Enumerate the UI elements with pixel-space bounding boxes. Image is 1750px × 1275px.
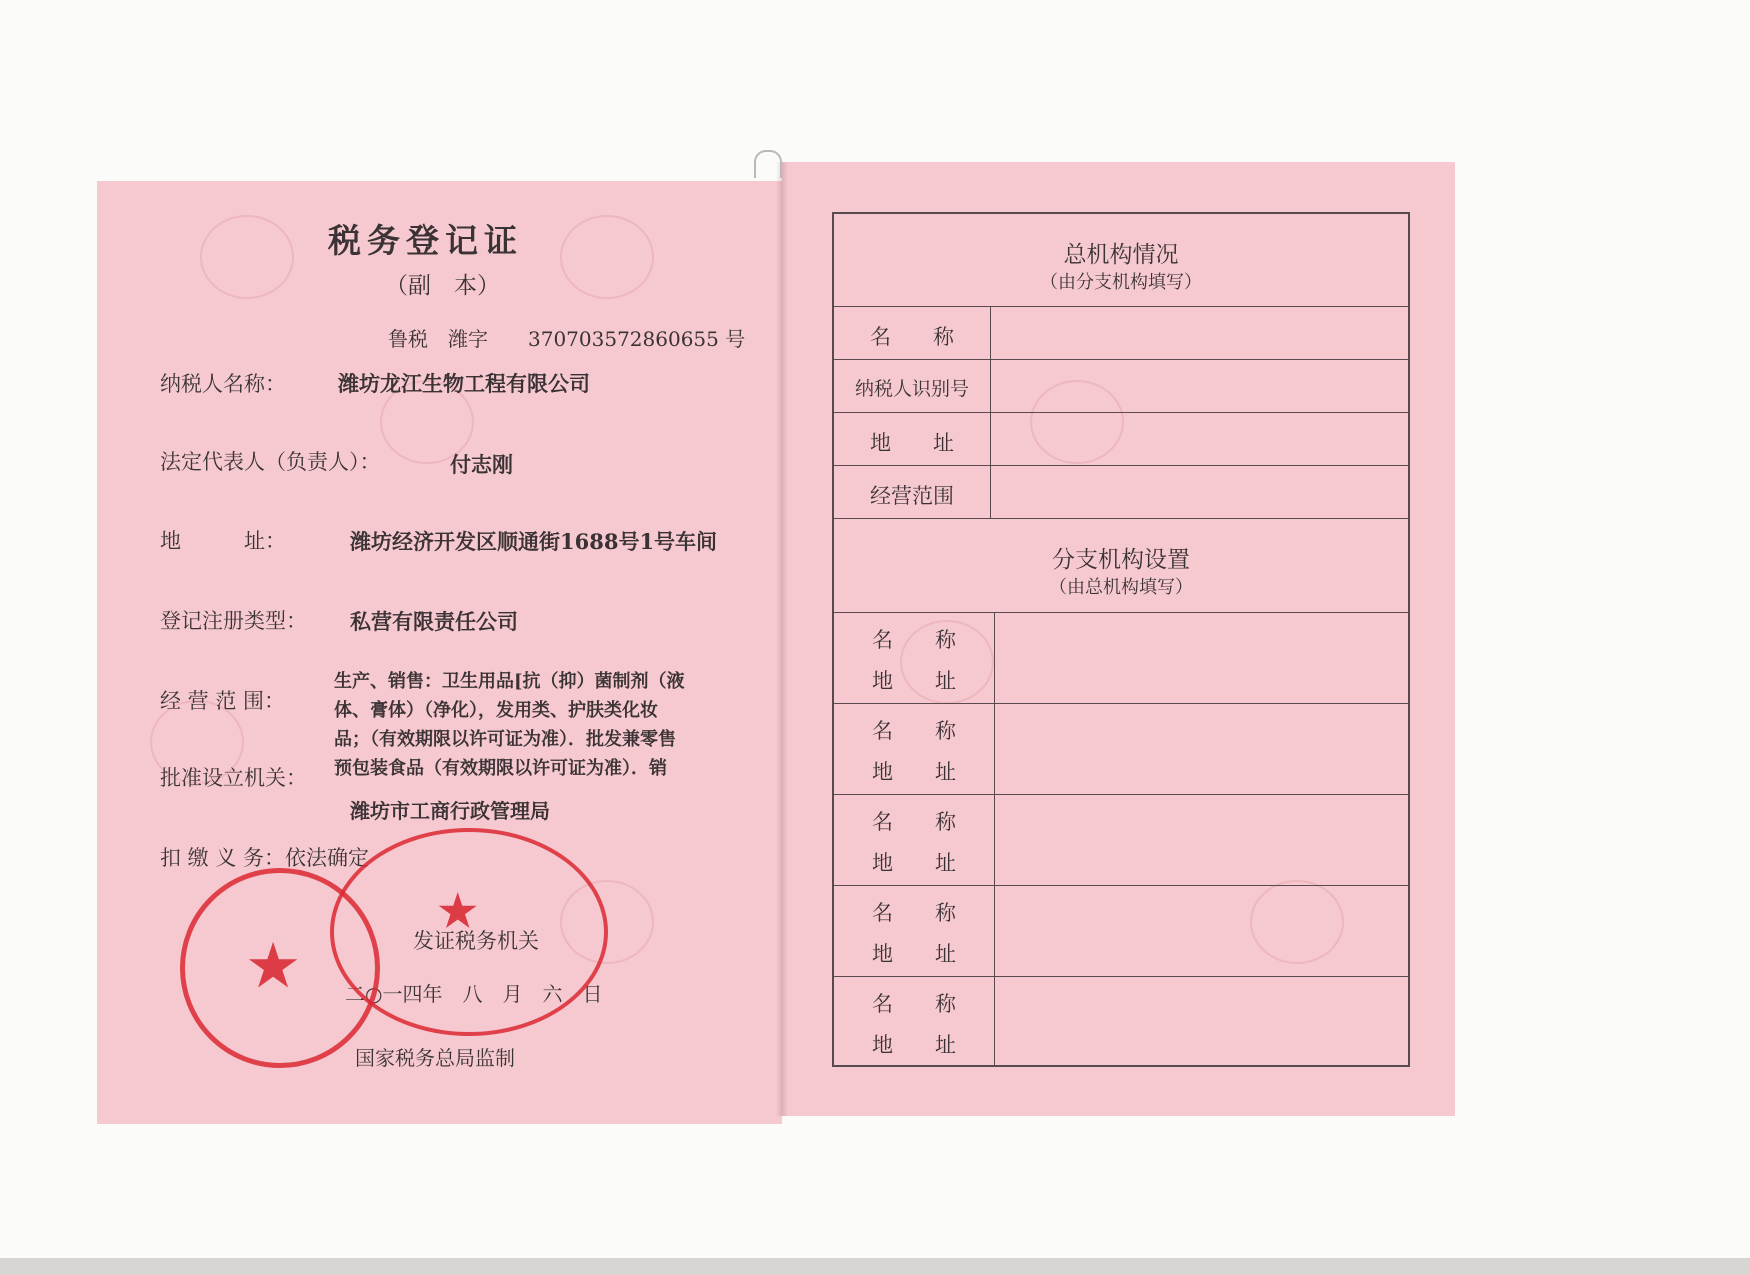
branch-addr-label: 地 址: [872, 669, 956, 693]
withholding-text: 扣 缴 义 务：依法确定: [160, 846, 370, 870]
scope-label: 经 营 范 围：: [160, 689, 286, 713]
hq-section-note: （由分支机构填写）: [1040, 272, 1202, 293]
star-icon: ★: [248, 933, 299, 999]
reg-type-label: 登记注册类型：: [160, 609, 307, 633]
star-icon: ★: [438, 886, 478, 937]
branch-name-label: 名 称: [872, 719, 956, 743]
table-rule: [834, 703, 1408, 704]
scan-bottom-edge: [0, 1258, 1750, 1275]
branch-section-title: 分支机构设置: [1052, 547, 1190, 573]
taxpayer-name-label: 纳税人名称：: [160, 372, 286, 396]
table-rule: [834, 306, 1408, 307]
staple-thread: [754, 150, 782, 178]
hq-row-label: 经营范围: [870, 484, 954, 508]
branch-addr-label: 地 址: [872, 942, 956, 966]
issue-date: 二○一四年 八 月 六 日: [345, 982, 603, 1006]
table-rule: [834, 412, 1408, 413]
hq-row-label: 名 称: [870, 325, 954, 349]
footer-supervisor: 国家税务总局监制: [355, 1046, 515, 1070]
scope-line: 生产、销售：卫生用品[抗（抑）菌制剂（液: [334, 671, 685, 692]
taxpayer-name-value: 潍坊龙江生物工程有限公司: [338, 371, 590, 396]
branch-name-label: 名 称: [872, 628, 956, 652]
table-rule: [994, 612, 995, 1065]
branch-name-label: 名 称: [872, 992, 956, 1016]
watermark-emblem: [200, 215, 294, 299]
table-rule: [834, 794, 1408, 795]
hq-row-label: 纳税人识别号: [854, 378, 969, 400]
branch-addr-label: 地 址: [872, 851, 956, 875]
certificate-number: 鲁税 潍字 370703572860655 号: [388, 327, 746, 351]
hq-row-label: 地 址: [870, 431, 954, 455]
approval-org-value: 潍坊市工商行政管理局: [350, 799, 550, 823]
branch-info-table: [832, 212, 1410, 1067]
reg-type-value: 私营有限责任公司: [350, 609, 518, 634]
scope-line: 体、膏体）（净化），发用类、护肤类化妆: [334, 700, 658, 721]
address-value: 潍坊经济开发区顺通街1688号1号车间: [350, 529, 718, 554]
legal-rep-label: 法定代表人（负责人）：: [160, 450, 381, 474]
scope-line: 品；（有效期限以许可证为准）．批发兼零售: [334, 729, 676, 750]
certificate-subtitle: （副 本）: [385, 273, 500, 299]
branch-section-note: （由总机构填写）: [1049, 577, 1193, 598]
legal-rep-value: 付志刚: [450, 452, 513, 477]
watermark-emblem: [560, 215, 654, 299]
branch-name-label: 名 称: [872, 810, 956, 834]
table-rule: [834, 518, 1408, 519]
table-rule: [834, 359, 1408, 360]
address-label: 地 址：: [160, 529, 286, 553]
table-rule: [834, 976, 1408, 977]
issuer-label: 发证税务机关: [413, 929, 539, 953]
table-rule: [834, 465, 1408, 466]
branch-addr-label: 地 址: [872, 1033, 956, 1057]
branch-name-label: 名 称: [872, 901, 956, 925]
certificate-title: 税务登记证: [328, 221, 523, 260]
page-fold: [776, 162, 788, 1116]
scope-line: 预包装食品（有效期限以许可证为准）．销: [334, 758, 667, 779]
table-rule: [834, 885, 1408, 886]
branch-addr-label: 地 址: [872, 760, 956, 784]
approval-label: 批准设立机关：: [160, 766, 307, 790]
table-rule: [834, 612, 1408, 613]
table-rule: [990, 306, 991, 518]
hq-section-title: 总机构情况: [1063, 242, 1179, 268]
